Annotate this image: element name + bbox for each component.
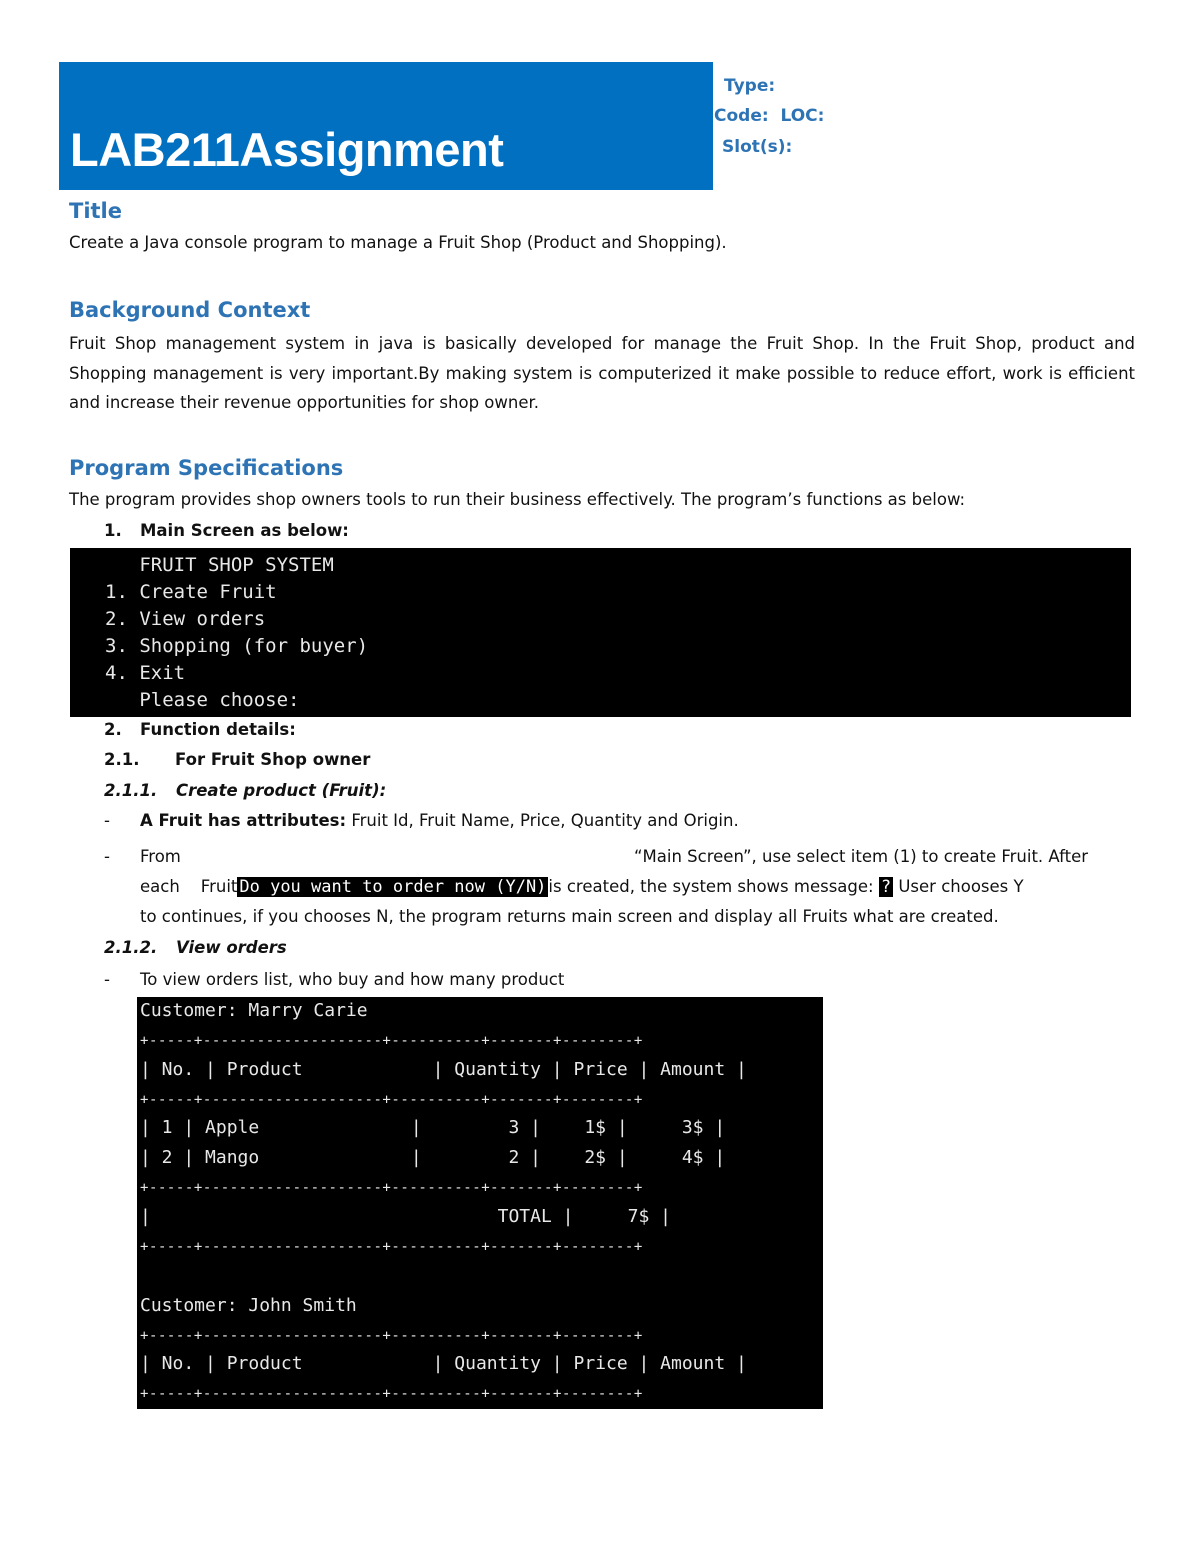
section-2-1-label: For Fruit Shop owner — [175, 750, 371, 769]
item1-label: Main Screen as below: — [140, 521, 349, 540]
document-title: LAB211Assignment — [70, 123, 504, 176]
specs-heading: Program Specifications — [69, 456, 344, 480]
slots-label: Slot(s): — [722, 137, 793, 157]
background-heading: Background Context — [69, 298, 311, 322]
code-label: Code: LOC: — [714, 106, 825, 126]
main-screen-console — [70, 548, 1131, 717]
table-separator: +-----+--------------------+----------+-------+--------+ — [140, 1033, 643, 1049]
question-mark-highlight: ? — [880, 877, 892, 897]
section-2-1-1-label: Create product (Fruit): — [176, 781, 387, 800]
console-line: Please choose: — [105, 689, 300, 711]
table-separator: +-----+--------------------+----------+-------+--------+ — [140, 1386, 643, 1402]
background-text: Fruit Shop management system in java is basically developed for manage the Fruit Shop. In the Fruit Shop, product and Shopping management is very important.By making system is computerized it make possible to reduce effort, work is efficient and increase their revenue opportunities for shop owner. — [69, 334, 1135, 412]
table-separator: +-----+--------------------+----------+-------+--------+ — [140, 1239, 643, 1255]
title-heading: Title — [69, 199, 123, 223]
customer-name: Customer: Marry Carie — [140, 1000, 368, 1021]
loc-label: LOC: — [780, 106, 825, 126]
table-header: | No. | Product | Quantity | Price | Amount | — [140, 1059, 747, 1080]
table-row: | 2 | Mango | 2 | 2$ | 4$ | — [140, 1147, 726, 1168]
customer-name: Customer: John Smith — [140, 1295, 357, 1316]
bullet: - — [104, 970, 110, 989]
section-2-1-2-number: 2.1.2. — [104, 938, 158, 957]
table-separator: +-----+--------------------+----------+-------+--------+ — [140, 1180, 643, 1196]
item1-number: 1. — [104, 521, 122, 540]
prompt-highlight: Do you want to order now (Y/N) — [239, 877, 547, 897]
table-row: | 1 | Apple | 3 | 1$ | 3$ | — [140, 1117, 726, 1138]
view-orders-text: To view orders list, who buy and how many product — [140, 970, 565, 989]
console-line: 3. Shopping (for buyer) — [105, 635, 369, 657]
attributes-line: A Fruit has attributes: Fruit Id, Fruit Name, Price, Quantity and Origin. — [140, 811, 739, 830]
total-row: | TOTAL | 7$ | — [140, 1206, 672, 1227]
specs-intro: The program provides shop owners tools to run their business effectively. The program’s functions as below: — [69, 490, 966, 509]
from-rest: “Main Screen”, use select item (1) to create Fruit. After — [634, 847, 1089, 866]
table-separator: +-----+--------------------+----------+-------+--------+ — [140, 1328, 643, 1344]
section-2-1-2-label: View orders — [176, 938, 287, 957]
continue-line: to continues, if you chooses N, the program returns main screen and display all Fruits what are created. — [140, 907, 999, 926]
each-line: each Fruit Do you want to order now (Y/N) is created, the system shows message: ? User chooses Y — [140, 877, 1024, 897]
section-2-1-number: 2.1. — [104, 750, 140, 769]
item2-number: 2. — [104, 720, 122, 739]
orders-console — [137, 997, 823, 1409]
bullet: - — [104, 847, 110, 866]
from-word: From — [140, 847, 181, 866]
console-line: 2. View orders — [105, 608, 266, 630]
table-separator: +-----+--------------------+----------+-------+--------+ — [140, 1092, 643, 1108]
console-line: FRUIT SHOP SYSTEM — [105, 554, 334, 576]
item2-label: Function details: — [140, 720, 296, 739]
bullet: - — [104, 811, 110, 830]
console-line: 4. Exit — [105, 662, 186, 684]
console-line: 1. Create Fruit — [105, 581, 277, 603]
type-label: Type: — [724, 76, 776, 96]
section-2-1-1-number: 2.1.1. — [104, 781, 158, 800]
title-text: Create a Java console program to manage a Fruit Shop (Product and Shopping). — [69, 233, 727, 252]
table-header: | No. | Product | Quantity | Price | Amount | — [140, 1353, 747, 1374]
